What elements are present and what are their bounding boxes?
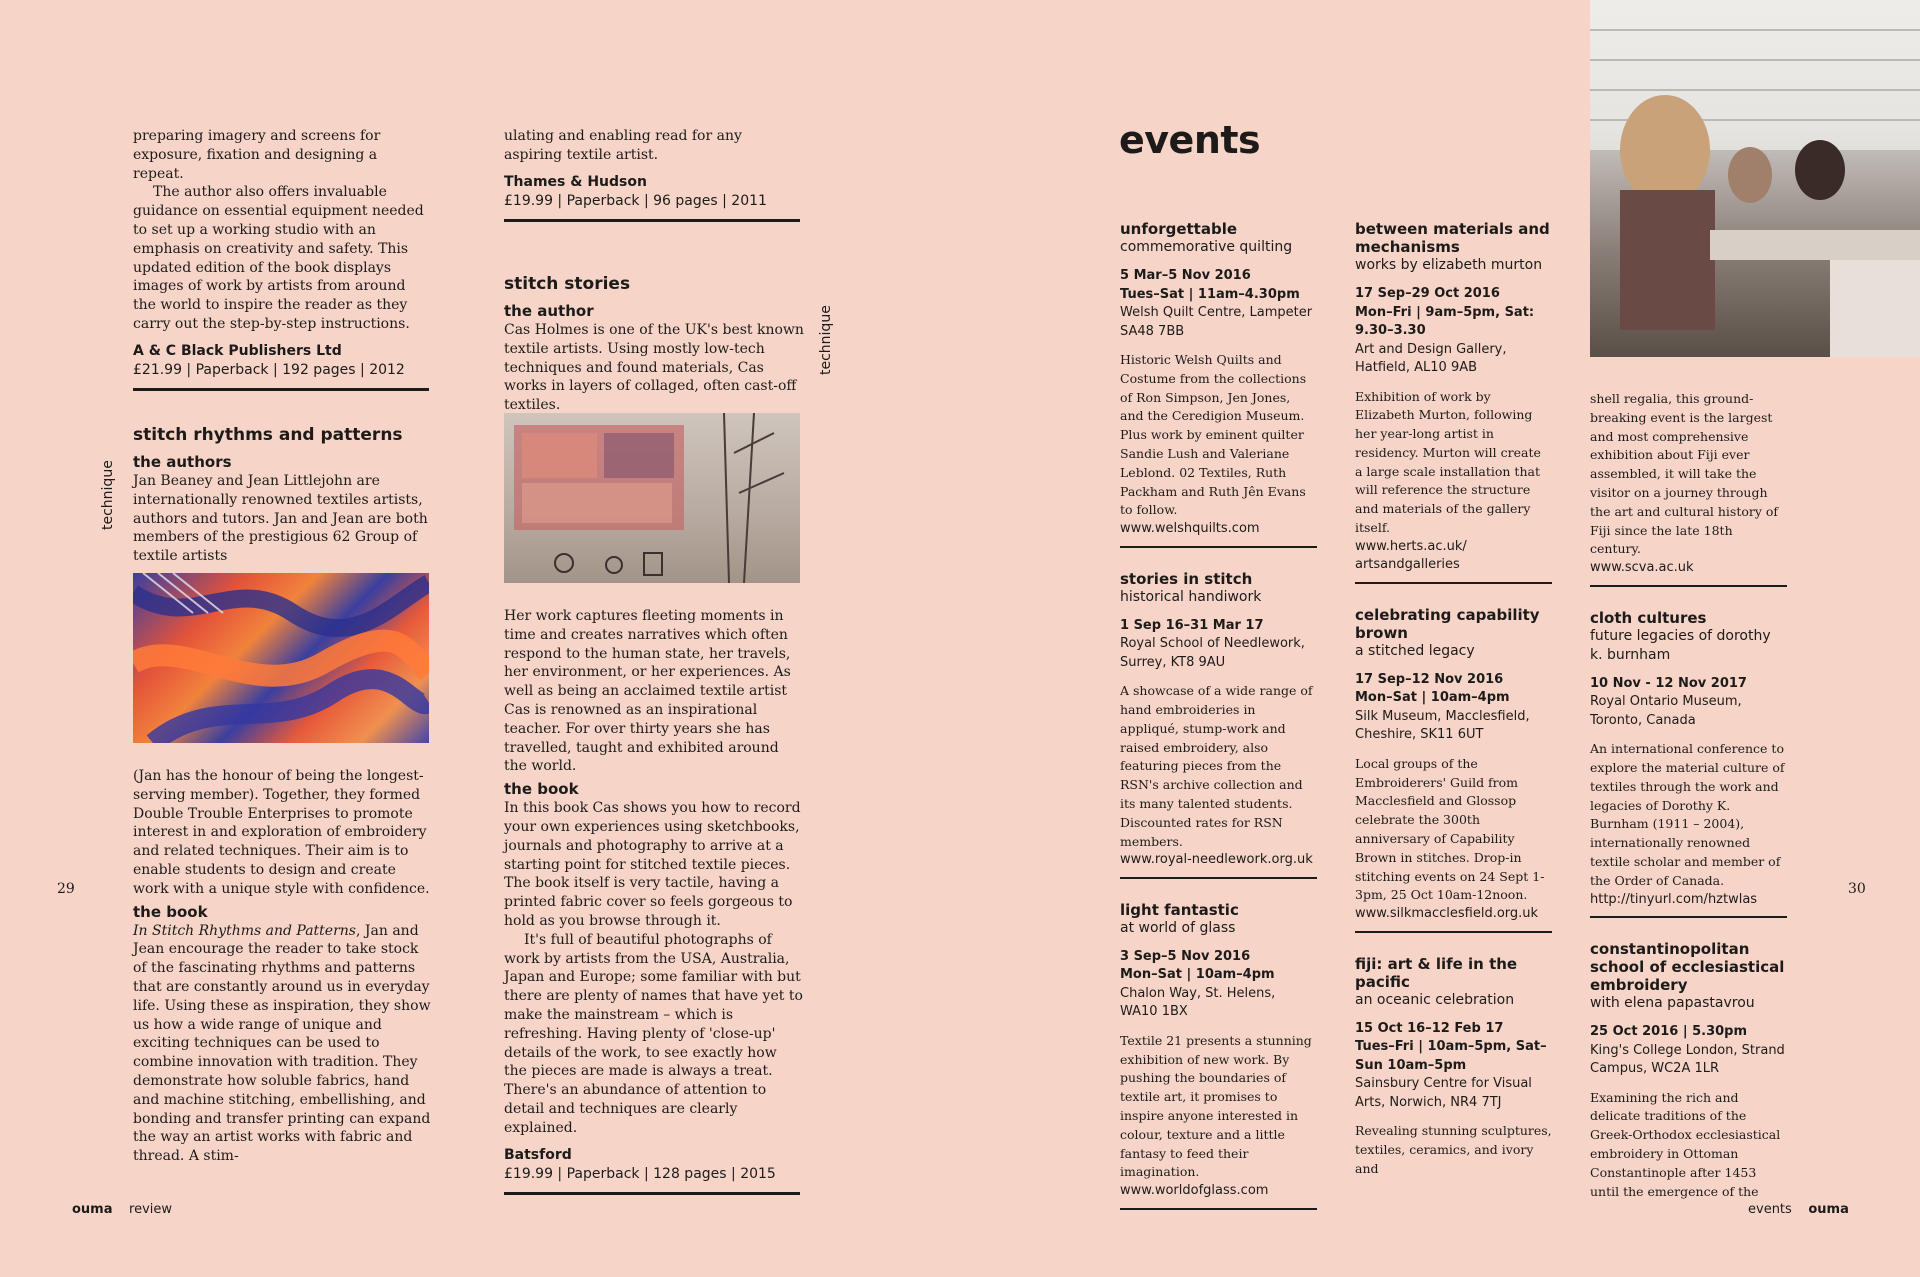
events-column-1 — [1120, 220, 1317, 1232]
event-details — [1120, 617, 1317, 673]
event-dates: 5 Mar–5 Nov 2016 — [1120, 268, 1251, 283]
left-column-2-lower — [504, 607, 804, 1195]
page-number-right: 30 — [1848, 881, 1866, 897]
event-subtitle: at world of glass — [1120, 919, 1236, 936]
left-column-2 — [504, 127, 800, 222]
event-title: unforgettable — [1120, 220, 1238, 238]
event-subtitle: a stitched legacy — [1355, 642, 1475, 659]
event-dates: 15 Oct 16–12 Feb 17 — [1355, 1020, 1504, 1036]
footer-section: events — [1748, 1202, 1792, 1217]
section-heading: the author — [504, 302, 594, 320]
divider — [1355, 931, 1552, 933]
event-details — [1355, 285, 1552, 378]
event-dates: 10 Nov - 12 Nov 2017 — [1590, 675, 1747, 691]
event-url[interactable]: www.scva.ac.uk — [1590, 560, 1694, 576]
book-publisher-info — [504, 1146, 804, 1184]
publisher: Batsford — [504, 1146, 572, 1163]
event-venue: Sainsbury Centre for Visual Arts, Norwich, NR4 7TJ — [1355, 1076, 1532, 1110]
divider — [1355, 582, 1552, 584]
event-title: fiji: art & life in the pacific — [1355, 954, 1518, 991]
footer-brand: ouma — [72, 1202, 113, 1217]
review-stitch-rhythms — [133, 425, 433, 566]
book-publisher-info — [133, 342, 429, 380]
event-title: stories in stitch — [1120, 569, 1253, 588]
collage-artwork-photo — [504, 413, 800, 583]
body-text: The author also offers invaluable guidance on essential equipment needed to set up a working studio with an emphasis on creativity and safety. This updated edition of the book displays images of work by artists from around the world to inspire the reader as they carry out the step-by-step instructions. — [133, 184, 424, 332]
event-subtitle: works by elizabeth murton — [1355, 257, 1543, 273]
event-title: celebrating capability brown — [1355, 605, 1540, 642]
event-entry — [1355, 220, 1552, 584]
review-stitch-stories — [504, 274, 804, 415]
event-description: An international conference to explore the material culture of textiles through the work and legacies of Dorothy K. Burnham (1911 – 2004), internationally renowned textile scholar and member of the Order of Canada. — [1590, 741, 1785, 888]
event-description: Textile 21 presents a stunning exhibition of new work. By pushing the boundaries of textile art, it promises to inspire anyone interested in colour, texture and a little fantasy to feed their imagination. — [1120, 1032, 1312, 1180]
body-text: In this book Cas shows you how to record your own experiences using sketchbooks, journals and photography to arrive at a starting point for stitched textile pieces. The book itself is very tactile, having a printed fabric cover so feels gorgeous to hold as you browse through it. — [504, 800, 801, 929]
event-hours: Tues–Sat | 11am–4.30pm — [1120, 286, 1300, 302]
divider — [133, 388, 429, 391]
event-title: constantinopolitan school of ecclesiastical embroidery — [1590, 940, 1785, 995]
event-description: Local groups of the Embroiderers' Guild from Macclesfield and Glossop celebrate the 300th anniversary of Capability Brown in stitches. Drop-in stitching events on 24 Sept 1-3pm, 25 Oct 10am-12noon. — [1355, 755, 1545, 903]
divider — [504, 219, 800, 222]
section-heading: the book — [504, 780, 579, 799]
page-number-left: 29 — [57, 881, 75, 897]
event-venue: King's College London, Strand Campus, WC2A 1LR — [1590, 1042, 1785, 1077]
body-text-span: , Jan and Jean encourage the reader to take stock of the fascinating rhythms and patterns that are constantly around us in everyday life. Using these as inspiration, they show us how a wide range of unique and exciting techniques can be used to combine innovation with tradition. They demonstrate how soluble fabrics, hand and machine stitching, embellishing, and bonding and transfer printing can expand the way an artist works with fabric and thread. A stim- — [133, 922, 431, 1165]
event-subtitle: commemorative quilting — [1120, 239, 1293, 255]
event-hours: Mon–Sat | 10am–4pm — [1120, 967, 1275, 983]
event-description: shell regalia, this ground-breaking event is the largest and most comprehensive exhibition about Fiji ever assembled, it will take the visitor on a journey through the art and cultural history of Fiji since the late 18th century. — [1590, 391, 1779, 557]
divider — [1590, 585, 1787, 587]
event-dates: 25 Oct 2016 | 5.30pm — [1590, 1024, 1748, 1040]
event-entry — [1355, 606, 1552, 933]
event-entry — [1590, 609, 1787, 918]
event-description: A showcase of a wide range of hand embroideries in appliqué, stump-work and raised embroidery, also featuring pieces from the RSN's archive collection and its many talented students. Discounted rates for RSN members. — [1120, 683, 1313, 849]
event-entry — [1120, 901, 1317, 1210]
event-subtitle: future legacies of dorothy k. burnham — [1590, 627, 1771, 663]
divider — [1590, 916, 1787, 918]
section-heading: the book — [133, 902, 208, 921]
book-details: £19.99 | Paperback | 96 pages | 2011 — [504, 192, 767, 209]
review-title: stitch rhythms and patterns — [133, 425, 403, 445]
body-text: Cas Holmes is one of the UK's best known textile artists. Using mostly low-tech techniques and found materials, Cas works in layers of collaged, often cast-off textiles. — [504, 322, 804, 414]
footer-left — [72, 1202, 172, 1217]
body-text — [133, 922, 433, 1166]
page-title: events — [1119, 118, 1261, 162]
event-details — [1355, 671, 1552, 745]
event-venue: Silk Museum, Macclesfield, Cheshire, SK11 6UT — [1355, 708, 1530, 743]
publisher: A & C Black Publishers Ltd — [133, 342, 342, 359]
event-url[interactable]: www.welshquilts.com — [1120, 521, 1260, 537]
event-details — [1120, 948, 1317, 1022]
event-details — [1590, 675, 1787, 731]
event-hours: Mon–Sat | 10am–4pm — [1355, 690, 1510, 706]
event-entry — [1590, 940, 1787, 1201]
divider — [504, 1192, 800, 1195]
events-column-2 — [1355, 220, 1552, 1179]
event-entry — [1355, 955, 1552, 1179]
footer-brand: ouma — [1808, 1202, 1849, 1217]
review-title: stitch stories — [504, 274, 631, 294]
event-title: light fantastic — [1120, 900, 1239, 919]
event-url[interactable]: www.silkmacclesfield.org.uk — [1355, 906, 1539, 922]
event-hours: Mon–Fri | 9am–5pm, Sat: 9.30–3.30 — [1355, 304, 1535, 338]
divider — [1120, 877, 1317, 879]
event-venue: Welsh Quilt Centre, Lampeter SA48 7BB — [1120, 305, 1313, 339]
event-title: between materials and mechanisms — [1355, 220, 1550, 256]
footer-section: review — [129, 1202, 173, 1217]
event-details — [1590, 1023, 1787, 1079]
section-label-center: technique — [818, 305, 834, 375]
event-subtitle: historical handiwork — [1120, 588, 1262, 605]
section-label-left: technique — [100, 460, 116, 530]
event-dates: 17 Sep–29 Oct 2016 — [1355, 286, 1500, 301]
footer-right — [1748, 1202, 1849, 1217]
event-description: Historic Welsh Quilts and Costume from the collections of Ron Simpson, Jen Jones, and the Ceredigion Museum. Plus work by eminent quilter Sandie Lush and Valeriane Leblond. 02 Textiles, Ruth Packham and Ruth Jên Evans to follow. — [1120, 352, 1307, 518]
divider — [1120, 1208, 1317, 1210]
left-column-1-lower — [133, 767, 433, 1166]
event-entry — [1120, 570, 1317, 879]
event-dates: 1 Sep 16–31 Mar 17 — [1120, 617, 1264, 633]
body-text: ulating and enabling read for any aspiring textile artist. — [504, 128, 742, 163]
event-hours: Tues–Fri | 10am–5pm, Sat–Sun 10am–5pm — [1355, 1039, 1547, 1073]
event-entry — [1120, 220, 1317, 548]
event-details — [1120, 267, 1317, 341]
divider — [1120, 546, 1317, 548]
book-publisher-info — [504, 173, 800, 211]
event-title: cloth cultures — [1590, 608, 1707, 627]
event-description: Revealing stunning sculptures, textiles, ceramics, and ivory and — [1355, 1123, 1552, 1176]
event-details — [1355, 1020, 1552, 1113]
event-url[interactable]: www.worldofglass.com — [1120, 1183, 1269, 1199]
publisher: Thames & Hudson — [504, 173, 647, 190]
event-entry-continued — [1590, 390, 1787, 587]
event-venue: Chalon Way, St. Helens, WA10 1BX — [1120, 985, 1276, 1020]
event-subtitle: an oceanic celebration — [1355, 991, 1515, 1008]
event-description: Examining the rich and delicate traditions of the Greek-Orthodox ecclesiastical embroidery in Ottoman Constantinople after 1453 until the emergence of the — [1590, 1089, 1781, 1199]
event-venue: Royal Ontario Museum, Toronto, Canada — [1590, 694, 1742, 728]
left-column-1 — [133, 127, 429, 391]
events-column-3 — [1590, 390, 1787, 1201]
body-text: preparing imagery and screens for exposure, fixation and designing a repeat. — [133, 128, 381, 182]
event-url[interactable]: www.herts.ac.uk/ artsandgalleries — [1355, 538, 1467, 573]
section-heading: the authors — [133, 453, 232, 471]
book-title-italic: In Stitch Rhythms and Patterns — [133, 922, 356, 939]
body-text: (Jan has the honour of being the longest-serving member). Together, they formed Double Trouble Enterprises to promote interest in and exploration of embroidery and related techniques. Their aim is to enable students to design and create work with a unique style with confidence. — [133, 768, 430, 897]
event-subtitle: with elena papastavrou — [1590, 995, 1755, 1012]
body-text: Jan Beaney and Jean Littlejohn are internationally renowned textiles artists, authors and tutors. Jan and Jean are both members of the prestigious 62 Group of textile artists — [133, 473, 428, 565]
event-venue: Royal School of Needlework, Surrey, KT8 9AU — [1120, 636, 1305, 670]
event-url[interactable]: www.royal-needlework.org.uk — [1120, 852, 1313, 868]
event-dates: 17 Sep–12 Nov 2016 — [1355, 671, 1504, 687]
event-description: Exhibition of work by Elizabeth Murton, following her year-long artist in residency. Murton will create a large scale installation that will reference the structure and materials of the gallery itself. — [1355, 388, 1541, 536]
book-details: £21.99 | Paperback | 192 pages | 2012 — [133, 361, 405, 378]
book-details: £19.99 | Paperback | 128 pages | 2015 — [504, 1165, 776, 1182]
event-url[interactable]: http://tinyurl.com/hztwlas — [1590, 891, 1758, 907]
embroidery-photo — [133, 573, 429, 743]
workshop-photo — [1590, 0, 1920, 357]
body-text: Her work captures fleeting moments in time and creates narratives which often respond to the human state, her travels, her environment, or her experiences. As well as being an acclaimed textile artist Cas is renowned as an inspirational teacher. For over thirty years she has travelled, taught and exhibited around the world. — [504, 608, 791, 775]
event-venue: Art and Design Gallery, Hatfield, AL10 9AB — [1355, 341, 1507, 375]
event-dates: 3 Sep–5 Nov 2016 — [1120, 948, 1251, 964]
body-text: It's full of beautiful photographs of work by artists from the USA, Australia, Japan and Europe; some familiar with but there are plenty of names that have yet to make the mainstream – which is refreshing. Having plenty of 'close-up' details of the work, to see exactly how the pieces are made is always a treat. There's an abundance of attention to detail and techniques are clearly explained. — [504, 931, 803, 1136]
